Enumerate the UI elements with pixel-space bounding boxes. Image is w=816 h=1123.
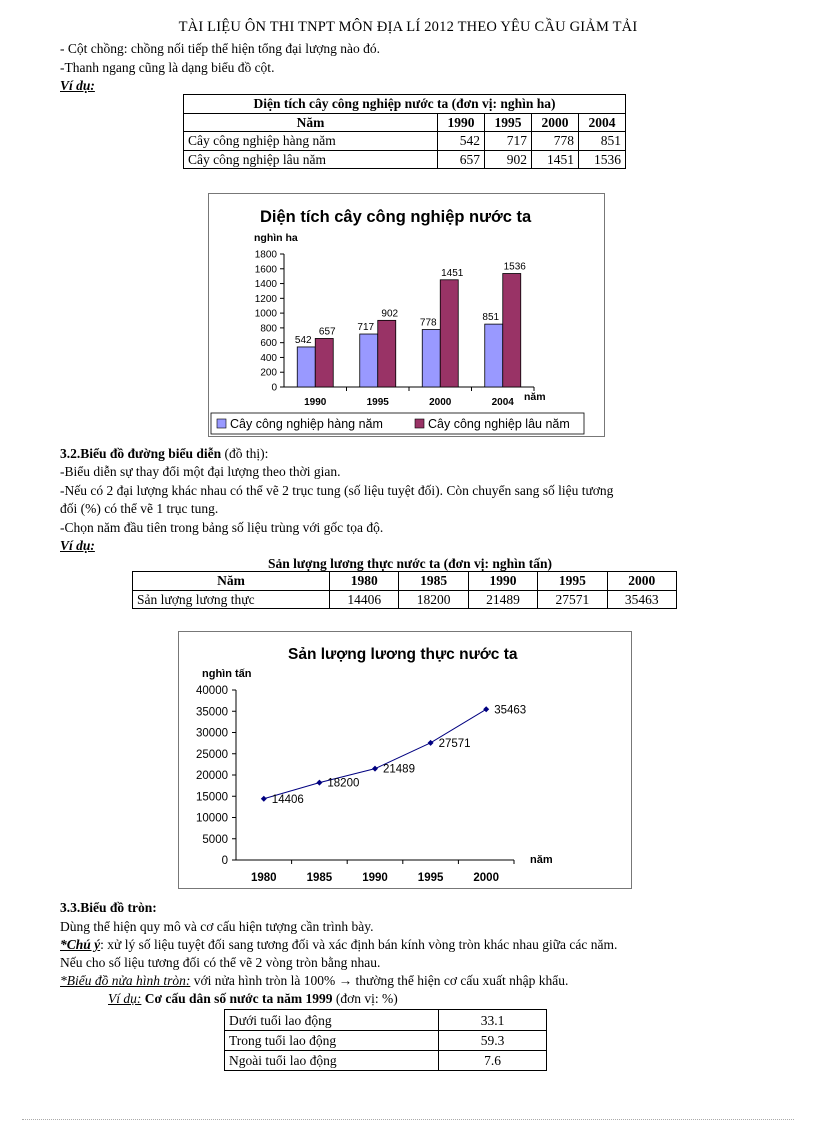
- data-point: [428, 740, 434, 746]
- table-cell: 14406: [330, 590, 399, 609]
- x-tick-label: 1985: [306, 872, 333, 884]
- y-tick-label: 1000: [254, 308, 277, 320]
- table-header-row: [133, 572, 677, 591]
- data-label: 902: [381, 308, 399, 320]
- table-row: [225, 1051, 547, 1071]
- x-tick-label: 1995: [417, 872, 444, 884]
- section-3-3-half-circle: [60, 972, 760, 989]
- table-title-row: [184, 95, 626, 114]
- note-text: : xử lý số liệu tuyệt đối sang tương đối và xác định bán kính vòng tròn khác nhau giữa các năm.: [100, 937, 618, 952]
- row-label: Trong tuổi lao động: [225, 1031, 439, 1051]
- row-label: Sản lượng lương thực: [133, 590, 330, 609]
- table-header-label: Năm: [184, 113, 438, 132]
- y-tick-label: 0: [221, 855, 228, 867]
- data-label: 542: [294, 334, 312, 346]
- y-tick-label: 5000: [202, 833, 228, 846]
- series-line: [264, 709, 486, 798]
- table-cell: 7.6: [439, 1051, 547, 1071]
- x-tick-label: 1995: [366, 397, 389, 408]
- section-3-2-line-1: -Biểu diễn sự thay đổi một đại lượng theo thời gian.: [60, 464, 341, 479]
- table2-title: Sản lượng lương thực nước ta (đơn vị: nghìn tấn): [268, 556, 552, 571]
- table-year: 2000: [532, 113, 579, 132]
- row-label: Cây công nghiệp lâu năm: [184, 150, 438, 169]
- table-year: 1995: [485, 113, 532, 132]
- x-tick-label: 1990: [362, 872, 388, 884]
- half-circle-text: với nửa hình tròn là 100%: [190, 973, 339, 988]
- table-row: [225, 1010, 547, 1031]
- line-chart: [179, 632, 631, 888]
- row-label: Dưới tuổi lao động: [225, 1010, 439, 1031]
- y-tick-label: 1200: [254, 293, 277, 305]
- data-label: 35463: [494, 704, 527, 717]
- chart-title: Diện tích cây công nghiệp nước ta: [260, 208, 532, 226]
- table-year: 1990: [438, 113, 485, 132]
- table-row: [184, 150, 626, 169]
- table-food-output: [132, 571, 677, 609]
- data-label: 717: [357, 322, 375, 334]
- table-year: 2000: [607, 572, 676, 591]
- data-label: 21489: [383, 763, 415, 776]
- bar: [297, 347, 315, 387]
- section-3-3-note: [60, 936, 760, 953]
- example-title: Cơ cấu dân số nước ta năm 1999: [141, 991, 333, 1006]
- data-label: 27571: [438, 737, 471, 750]
- table-crop-area: [183, 94, 626, 169]
- legend-swatch: [415, 419, 424, 428]
- section-3-2-line-2b: đối (%) có thể vẽ 1 trục tung.: [60, 501, 219, 516]
- y-tick-label: 800: [260, 323, 277, 335]
- table-title: Diện tích cây công nghiệp nước ta (đơn vị: nghìn ha): [184, 95, 626, 114]
- data-label: 778: [419, 317, 437, 329]
- example-unit: (đơn vị: %): [332, 991, 398, 1006]
- x-tick-label: 2004: [491, 397, 514, 408]
- table-header-label: Năm: [133, 572, 330, 591]
- example-label-1: Ví dụ:: [60, 78, 95, 93]
- section-3-3-note-line-2: Nếu cho số liệu tương đối có thể vẽ 2 vòng tròn bằng nhau.: [60, 955, 381, 970]
- section-3-3-line-1: Dùng thể hiện quy mô và cơ cấu hiện tượng cần trình bày.: [60, 919, 374, 934]
- legend-label: Cây công nghiệp hàng năm: [230, 417, 383, 431]
- y-tick-label: 30000: [196, 727, 228, 740]
- bar: [503, 274, 521, 387]
- chart-title: Sản lượng lương thực nước ta: [288, 646, 518, 663]
- y-tick-label: 1600: [254, 264, 277, 276]
- table-cell: 27571: [538, 590, 607, 609]
- section-3-2-line-2: -Nếu có 2 đại lượng khác nhau có thể vẽ 2 trục tung (số liệu tuyệt đối). Còn chuyển sang số liệu tương: [60, 483, 614, 498]
- arrow-right-icon: →: [338, 973, 353, 988]
- bar: [440, 280, 458, 387]
- row-label: Cây công nghiệp hàng năm: [184, 132, 438, 151]
- table-row: [225, 1031, 547, 1051]
- table-cell: 851: [579, 132, 626, 151]
- data-label: 851: [482, 312, 500, 324]
- y-tick-label: 600: [260, 338, 277, 350]
- data-label: 18200: [327, 777, 360, 790]
- x-axis-label: năm: [524, 391, 546, 403]
- example-label-3: Ví dụ:: [108, 991, 142, 1006]
- y-tick-label: 1800: [254, 249, 277, 261]
- bar-chart: [209, 194, 604, 436]
- table-header-row: [184, 113, 626, 132]
- table-cell: 657: [438, 150, 485, 169]
- x-tick-label: 1990: [304, 397, 327, 408]
- data-label: 1536: [503, 261, 526, 273]
- section-3-3-example: [108, 990, 808, 1007]
- half-circle-text-2: thường thể hiện cơ cấu xuất nhập khẩu.: [352, 973, 569, 988]
- section-3-2-heading-suffix: (đồ thị):: [221, 446, 269, 461]
- table-year: 2004: [579, 113, 626, 132]
- table-row: [133, 590, 677, 609]
- note-label: *Chú ý: [60, 937, 101, 952]
- table-population-structure: [224, 1009, 547, 1071]
- data-point: [372, 766, 378, 772]
- intro-line-2: -Thanh ngang cũng là dạng biểu đồ cột.: [60, 60, 275, 75]
- y-axis-label: nghìn ha: [254, 232, 298, 244]
- intro-line-1: - Cột chồng: chồng nối tiếp thể hiện tổng đại lượng nào đó.: [60, 41, 381, 56]
- legend-swatch: [217, 419, 226, 428]
- table-cell: 21489: [468, 590, 537, 609]
- x-tick-label: 1980: [251, 872, 277, 884]
- table-cell: 1451: [532, 150, 579, 169]
- y-tick-label: 25000: [196, 748, 228, 761]
- table-year: 1990: [468, 572, 537, 591]
- section-3-3-heading: 3.3.Biểu đồ tròn:: [60, 900, 157, 915]
- table-cell: 1536: [579, 150, 626, 169]
- bar-chart-box: [208, 193, 605, 437]
- line-chart-box: [178, 631, 632, 889]
- data-point: [261, 796, 267, 802]
- data-label: 14406: [271, 793, 304, 806]
- table-year: 1995: [538, 572, 607, 591]
- table-year: 1980: [330, 572, 399, 591]
- page-header: TÀI LIỆU ÔN THI TNPT MÔN ĐỊA LÍ 2012 THEO YÊU CẦU GIẢM TẢI: [178, 19, 638, 35]
- data-label: 657: [318, 326, 336, 338]
- y-tick-label: 0: [271, 382, 277, 394]
- y-tick-label: 15000: [196, 791, 228, 804]
- section-3-2-line-3: -Chọn năm đầu tiên trong bảng số liệu trùng với gốc tọa độ.: [60, 520, 384, 535]
- bar: [360, 334, 378, 387]
- y-tick-label: 10000: [196, 812, 228, 825]
- data-label: 1451: [441, 267, 464, 279]
- half-circle-label: *Biểu đồ nửa hình tròn:: [60, 973, 191, 988]
- row-label: Ngoài tuổi lao động: [225, 1051, 439, 1071]
- y-tick-label: 400: [260, 352, 277, 364]
- bar: [378, 320, 396, 387]
- bar: [315, 338, 333, 387]
- bar: [485, 324, 503, 387]
- y-axis-label: nghìn tấn: [202, 668, 252, 680]
- y-tick-label: 1400: [254, 279, 277, 291]
- bar: [422, 330, 440, 387]
- table-cell: 902: [485, 150, 532, 169]
- y-tick-label: 35000: [196, 706, 228, 719]
- y-tick-label: 20000: [196, 770, 228, 782]
- y-tick-label: 200: [260, 367, 277, 379]
- legend-label: Cây công nghiệp lâu năm: [428, 417, 570, 431]
- y-tick-label: 40000: [196, 685, 228, 697]
- table-cell: 18200: [399, 590, 468, 609]
- section-3-2-heading: 3.2.Biểu đồ đường biểu diễn: [60, 446, 222, 461]
- x-axis-label: năm: [530, 854, 553, 866]
- table-cell: 35463: [607, 590, 676, 609]
- page-bottom-divider: [22, 1119, 794, 1120]
- table-cell: 717: [485, 132, 532, 151]
- section-3-2-heading-line: [60, 445, 760, 462]
- table-cell: 778: [532, 132, 579, 151]
- table-row: [184, 132, 626, 151]
- x-tick-label: 2000: [429, 397, 452, 408]
- data-point: [316, 780, 322, 786]
- data-point: [483, 706, 489, 712]
- table-cell: 33.1: [439, 1010, 547, 1031]
- example-label-2: Ví dụ:: [60, 538, 95, 553]
- table-cell: 59.3: [439, 1031, 547, 1051]
- table-cell: 542: [438, 132, 485, 151]
- table-year: 1985: [399, 572, 468, 591]
- x-tick-label: 2000: [473, 872, 499, 884]
